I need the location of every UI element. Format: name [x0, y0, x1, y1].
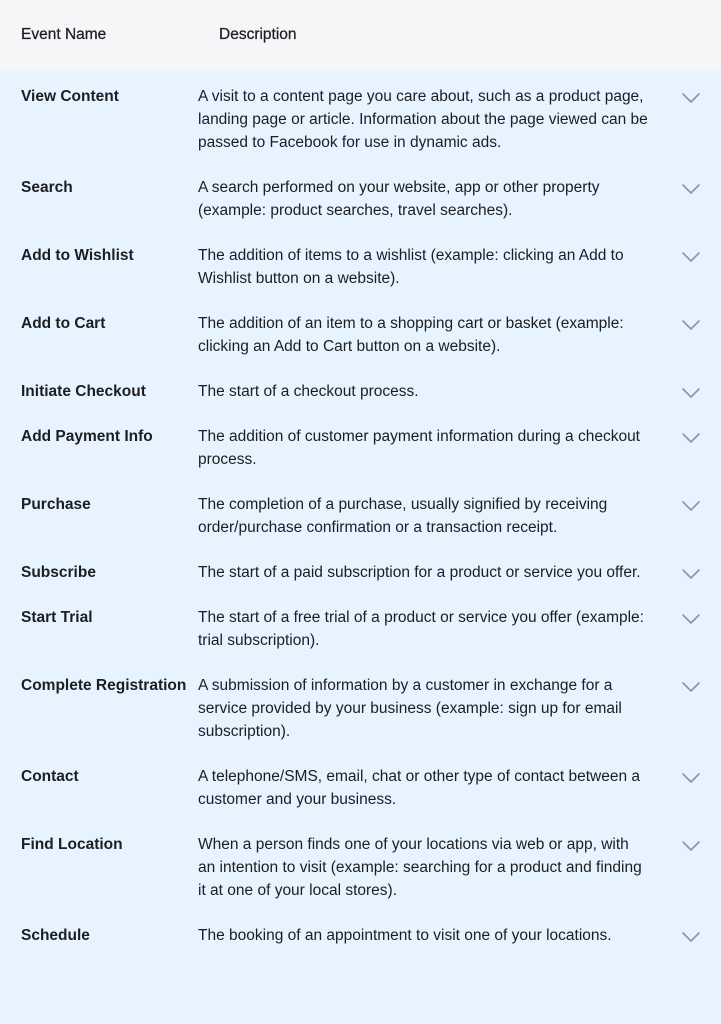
table-row[interactable] — [0, 380, 721, 403]
table-row[interactable] — [0, 312, 721, 358]
event-name: Search — [21, 179, 73, 196]
table-row[interactable] — [0, 674, 721, 743]
table-row[interactable] — [0, 833, 721, 902]
chevron-down-icon[interactable] — [681, 840, 701, 852]
chevron-down-icon[interactable] — [681, 613, 701, 625]
event-name: Add Payment Info — [21, 428, 153, 445]
event-description: A submission of information by a customer in exchange for a service provided by your business (example: sign up for email subscription). — [198, 677, 622, 740]
table-row[interactable] — [0, 425, 721, 471]
event-description: The addition of customer payment information during a checkout process. — [198, 428, 640, 468]
event-name: View Content — [21, 88, 119, 105]
event-name: Add to Cart — [21, 315, 106, 332]
event-name: Contact — [21, 768, 79, 785]
event-description: The start of a free trial of a product or service you offer (example: trial subscription). — [198, 609, 644, 649]
event-name: Initiate Checkout — [21, 383, 146, 400]
table-row[interactable] — [0, 561, 721, 584]
chevron-down-icon[interactable] — [681, 183, 701, 195]
event-description: The booking of an appointment to visit one of your locations. — [198, 927, 612, 944]
chevron-down-icon[interactable] — [681, 931, 701, 943]
chevron-down-icon[interactable] — [681, 500, 701, 512]
event-name: Start Trial — [21, 609, 93, 626]
event-name: Add to Wishlist — [21, 247, 134, 264]
table-row[interactable] — [0, 493, 721, 539]
chevron-down-icon[interactable] — [681, 387, 701, 399]
event-description: A visit to a content page you care about, such as a product page, landing page or article. Information about the page viewed can be passed to Facebook for use in dynamic ads. — [198, 88, 648, 151]
chevron-down-icon[interactable] — [681, 251, 701, 263]
chevron-down-icon[interactable] — [681, 568, 701, 580]
event-description: The start of a paid subscription for a product or service you offer. — [198, 564, 641, 581]
table-row[interactable] — [0, 85, 721, 154]
chevron-down-icon[interactable] — [681, 92, 701, 104]
chevron-down-icon[interactable] — [681, 319, 701, 331]
event-description: A telephone/SMS, email, chat or other type of contact between a customer and your business. — [198, 768, 641, 808]
event-description: When a person finds one of your locations via web or app, with an intention to visit (example: searching for a product and finding it at one of your local stores). — [198, 836, 642, 899]
event-description: The addition of an item to a shopping cart or basket (example: clicking an Add to Cart button on a website). — [198, 315, 624, 355]
event-name: Complete Registration — [21, 677, 187, 694]
event-name: Schedule — [21, 927, 90, 944]
event-name: Purchase — [21, 496, 91, 513]
chevron-down-icon[interactable] — [681, 681, 701, 693]
table-row[interactable] — [0, 244, 721, 290]
table-header — [0, 0, 721, 71]
event-description: The start of a checkout process. — [198, 383, 419, 400]
event-description: The addition of items to a wishlist (example: clicking an Add to Wishlist button on a website). — [198, 247, 624, 287]
column-header-event-name: Event Name — [21, 26, 107, 43]
event-description: The completion of a purchase, usually signified by receiving order/purchase confirmation or a transaction receipt. — [198, 496, 608, 536]
table-row[interactable] — [0, 176, 721, 222]
table-body — [0, 71, 721, 947]
table-row[interactable] — [0, 606, 721, 652]
event-description: A search performed on your website, app or other property (example: product searches, travel searches). — [198, 179, 600, 219]
chevron-down-icon[interactable] — [681, 432, 701, 444]
column-header-description: Description — [219, 26, 297, 43]
chevron-down-icon[interactable] — [681, 772, 701, 784]
table-row[interactable] — [0, 924, 721, 947]
event-name: Find Location — [21, 836, 123, 853]
event-name: Subscribe — [21, 564, 96, 581]
table-row[interactable] — [0, 765, 721, 811]
